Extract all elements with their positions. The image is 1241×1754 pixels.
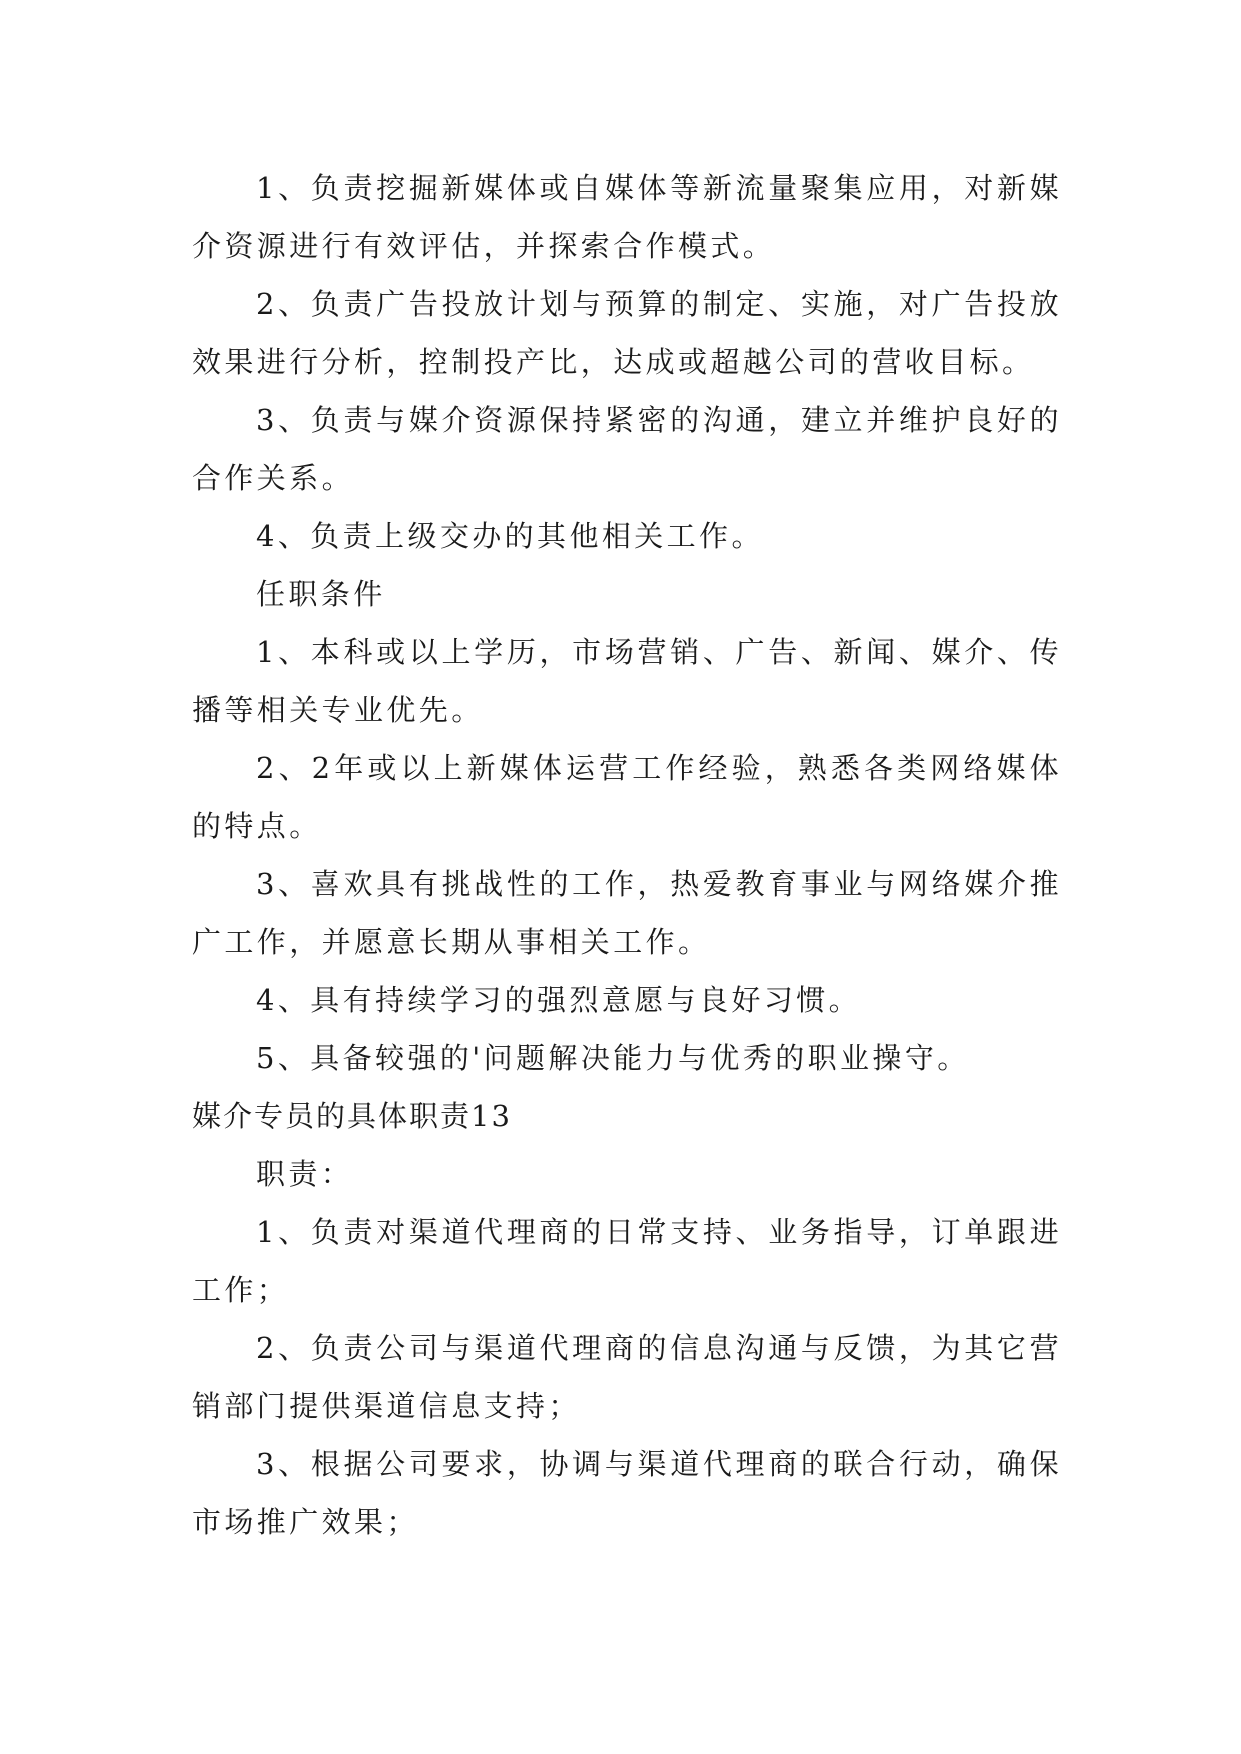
duty-item-1: 1、负责挖掘新媒体或自媒体等新流量聚集应用，对新媒介资源进行有效评估，并探索合作模式。 <box>192 171 1062 263</box>
duty-item-7: 3、根据公司要求，协调与渠道代理商的联合行动，确保市场推广效果； <box>192 1447 1062 1539</box>
requirement-item-2: 2、2年或以上新媒体运营工作经验，熟悉各类网络媒体的特点。 <box>192 751 1062 843</box>
duty-item-2: 2、负责广告投放计划与预算的制定、实施，对广告投放效果进行分析，控制投产比，达成或超越公司的营收目标。 <box>192 287 1062 379</box>
document-body <box>192 159 1062 1551</box>
section-title: 媒介专员的具体职责13 <box>192 1099 512 1133</box>
requirement-item-1: 1、本科或以上学历，市场营销、广告、新闻、媒介、传播等相关专业优先。 <box>192 635 1062 727</box>
duty-item-5: 1、负责对渠道代理商的日常支持、业务指导，订单跟进工作； <box>192 1215 1062 1307</box>
duty-item-4: 4、负责上级交办的其他相关工作。 <box>256 519 764 553</box>
requirement-item-5: 5、具备较强的'问题解决能力与优秀的职业操守。 <box>256 1041 970 1075</box>
requirement-item-3: 3、喜欢具有挑战性的工作，热爱教育事业与网络媒介推广工作，并愿意长期从事相关工作。 <box>192 867 1062 959</box>
section-heading-requirements: 任职条件 <box>256 577 386 611</box>
requirement-item-4: 4、具有持续学习的强烈意愿与良好习惯。 <box>256 983 862 1017</box>
section-heading-duties: 职责： <box>256 1157 354 1191</box>
duty-item-3: 3、负责与媒介资源保持紧密的沟通，建立并维护良好的合作关系。 <box>192 403 1062 495</box>
duty-item-6: 2、负责公司与渠道代理商的信息沟通与反馈，为其它营销部门提供渠道信息支持； <box>192 1331 1062 1423</box>
